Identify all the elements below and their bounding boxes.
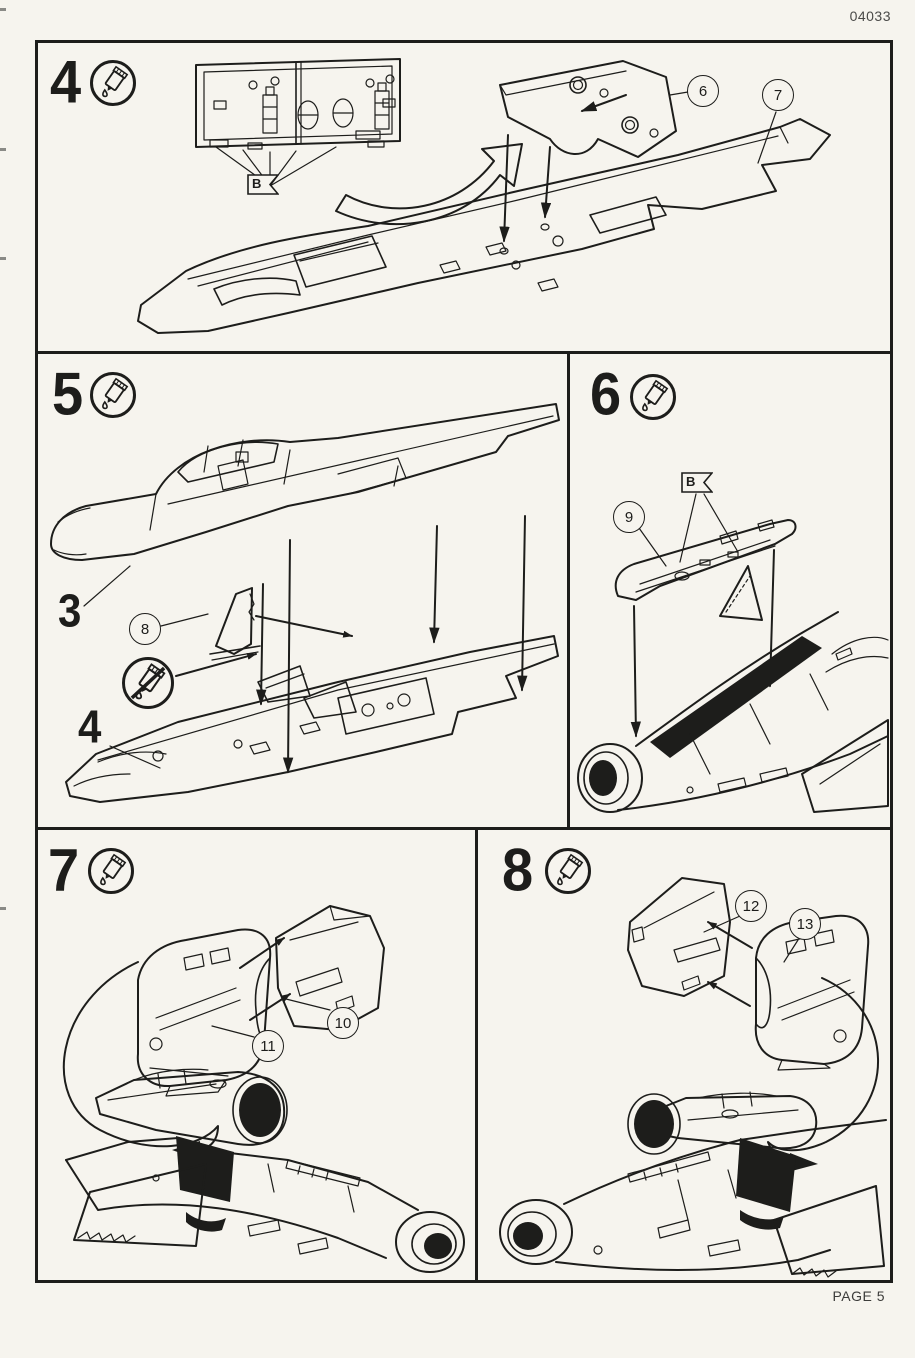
step-8-panel — [475, 827, 893, 1283]
scan-mark — [0, 907, 6, 910]
join-arrows — [708, 922, 752, 1006]
intake-trunk-part-12 — [628, 878, 730, 996]
spine-part-9 — [616, 520, 796, 600]
part-callout-11: 11 — [252, 1030, 284, 1062]
main-fuselage — [500, 1120, 886, 1277]
join-arrows — [240, 938, 290, 1020]
part-callout-6: 6 — [687, 75, 719, 107]
page-number: PAGE 5 — [832, 1288, 885, 1304]
glue-tube-icon — [630, 374, 676, 420]
subassembly-label-4: 4 — [78, 700, 102, 753]
callout-leaders — [704, 916, 798, 962]
glue-tube-icon — [545, 848, 591, 894]
gear-bay-detail — [196, 59, 400, 186]
intake-trunk-part-13 — [756, 916, 868, 1070]
scan-mark — [0, 148, 6, 151]
cockpit-floor-part-6 — [500, 61, 776, 163]
no-glue-crossed-icon — [122, 657, 174, 709]
glue-tube-icon — [88, 848, 134, 894]
step-5-drawing — [38, 354, 567, 827]
scan-mark — [0, 257, 6, 260]
step-6-number: 6 — [590, 359, 620, 428]
flag-letter: B — [252, 176, 262, 191]
upper-fuselage-assembly — [51, 404, 559, 606]
part-callout-13: 13 — [789, 908, 821, 940]
part-callout-9: 9 — [613, 501, 645, 533]
curved-arrow — [768, 978, 878, 1172]
part-callout-7: 7 — [762, 79, 794, 111]
flag-letter: B — [686, 474, 696, 489]
intake-trunk-part-10 — [276, 906, 384, 1030]
rear-fuselage — [578, 566, 888, 812]
part-callout-8: 8 — [129, 613, 161, 645]
step-8-drawing — [478, 830, 890, 1280]
scan-mark — [0, 8, 6, 11]
step-7-number: 7 — [48, 835, 78, 904]
glue-tube-icon — [90, 372, 136, 418]
drop-arrows — [261, 516, 525, 772]
subassembly-label-3: 3 — [58, 584, 82, 637]
paint-reference-flag — [681, 472, 713, 493]
step-5-number: 5 — [52, 359, 82, 428]
tailplane-parts — [176, 654, 356, 718]
part-callout-12: 12 — [735, 890, 767, 922]
part-callout-10: 10 — [327, 1007, 359, 1039]
step-4-number: 4 — [50, 47, 80, 116]
rear-fuselage — [66, 1136, 464, 1272]
front-fuselage-section — [96, 1069, 287, 1145]
curved-arrow — [64, 962, 218, 1160]
step-8-number: 8 — [502, 835, 532, 904]
flag-leader-lines — [639, 494, 738, 566]
fin-part-8 — [161, 588, 352, 660]
intake-trunk-part-11 — [138, 930, 270, 1096]
kit-number: 04033 — [849, 8, 891, 24]
paint-reference-flag — [247, 174, 279, 195]
glue-tube-icon — [90, 60, 136, 106]
step-5-panel — [35, 351, 570, 830]
